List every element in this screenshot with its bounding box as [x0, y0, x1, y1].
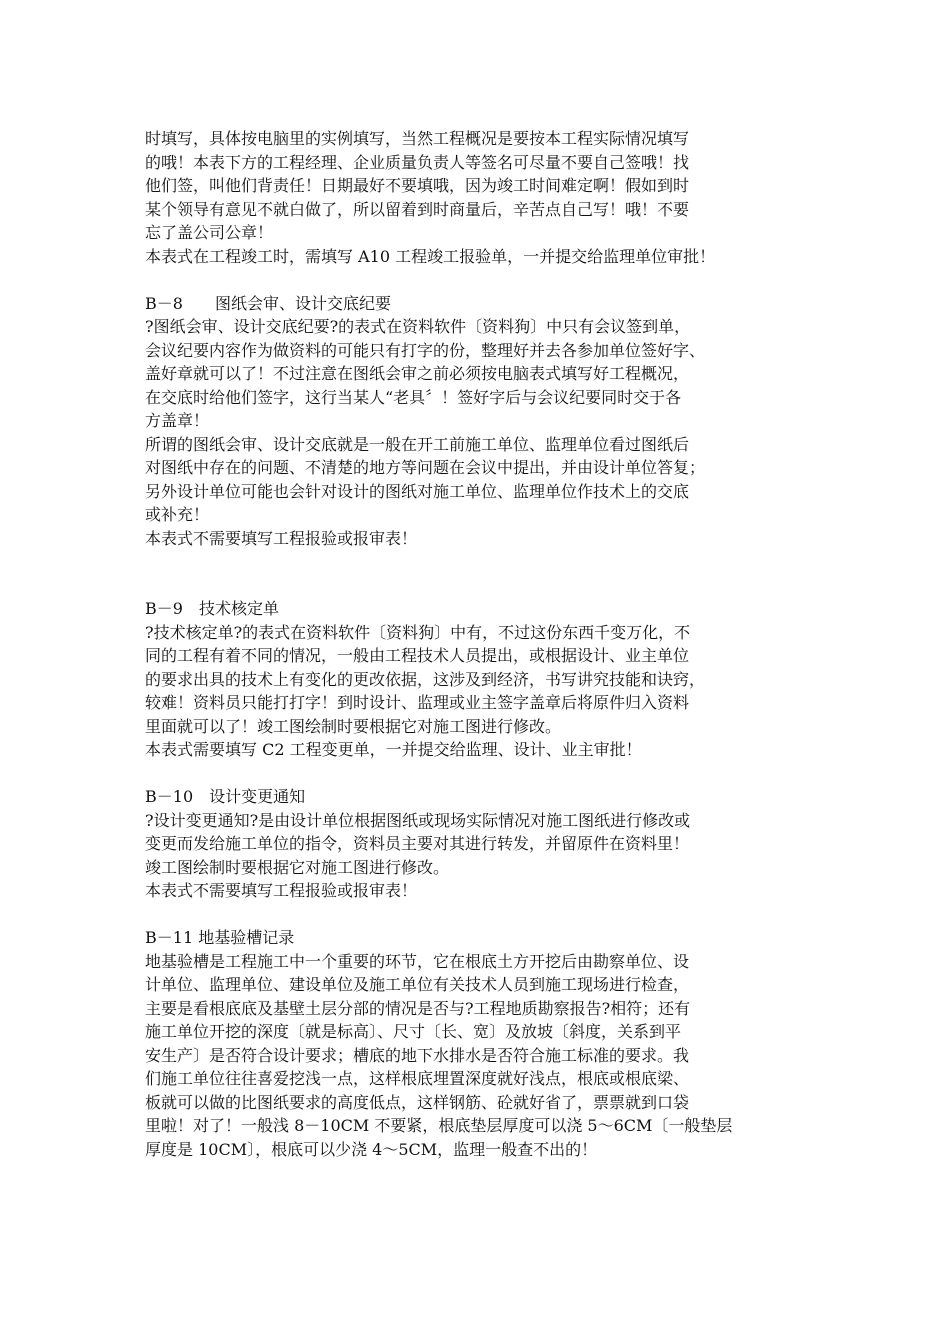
- section-b9: [145, 597, 815, 762]
- section-b11-line-9: 厚度是 10CM〕，根底可以少浇 4～5CM，监理一般查不出的！: [145, 1139, 598, 1159]
- section-b11-line-7: 板就可以做的比图纸要求的高度低点，这样钢筋、砼就好省了，票票就到口袋: [145, 1092, 690, 1112]
- intro-line-4: 某个领导有意见不就白做了，所以留着到时商量后，辛苦点自己写！哦！不要: [145, 199, 690, 219]
- section-b11-line-6: 们施工单位往往喜爱挖浅一点，这样根底埋置深度就好浅点，根底或根底梁、: [145, 1069, 690, 1088]
- section-b9-line-6: 本表式需要填写 C2 工程变更单，一并提交给监理、设计、业主审批！: [145, 740, 642, 759]
- section-b10-line-3: 竣工图绘制时要根据它对施工图进行修改。: [145, 857, 450, 877]
- section-b8-line-10: 本表式不需要填写工程报验或报审表！: [145, 528, 418, 548]
- spacer: [145, 550, 815, 597]
- section-b9-line-2: 同的工程有着不同的情况，一般由工程技术人员提出，或根据设计、业主单位: [145, 646, 690, 665]
- section-b11-heading: B－11 地基验槽记录: [145, 928, 295, 947]
- section-b11-line-8: 里啦！对了！一般浅 8－10CM 不要紧，根底垫层厚度可以浇 5～6CM〔一般垫层: [145, 1116, 733, 1135]
- section-b10-line-1: ?设计变更通知?是由设计单位根据图纸或现场实际情况对施工图纸进行修改或: [145, 810, 691, 830]
- intro-line-6: 本表式在工程竣工时，需填写 A10 工程竣工报验单，一并提交给监理单位审批！: [145, 246, 716, 266]
- section-b8-line-5: 方盖章！: [145, 411, 210, 430]
- section-b11-line-1: 地基验槽是工程施工中一个重要的环节，它在根底土方开挖后由勘察单位、设: [145, 951, 690, 971]
- section-b8-line-4: 在交底时给他们签字，这行当某人“老具〞！签好字后与会议纪要同时交于各: [145, 387, 682, 407]
- section-b9-heading: B－9 技术核定单: [145, 599, 279, 618]
- section-b8-line-2: 会议纪要内容作为做资料的可能只有打字的份，整理好并去各参加单位签好字、: [145, 340, 706, 360]
- section-b10-line-2: 变更而发给施工单位的指令，资料员主要对其进行转发，并留原件在资料里！: [145, 834, 690, 853]
- intro-line-2: 的哦！本表下方的工程经理、企业质量负责人等签名可尽量不要自己签哦！找: [145, 152, 690, 172]
- section-b8-line-9: 或补充！: [145, 505, 210, 524]
- section-b8-line-8: 另外设计单位可能也会针对设计的图纸对施工单位、监理单位作技术上的交底: [145, 481, 690, 501]
- intro-line-1: 时填写，具体按电脑里的实例填写，当然工程概况是要按本工程实际情况填写: [145, 129, 690, 148]
- section-b11-line-5: 安生产〕是否符合设计要求；槽底的地下水排水是否符合施工标准的要求。我: [145, 1045, 690, 1065]
- spacer: [145, 903, 815, 927]
- section-b8-heading: B－8 图纸会审、设计交底纪要: [145, 293, 391, 313]
- section-b8: [145, 292, 815, 551]
- section-b11-line-3: 主要是看根底底及基壁土层分部的情况是否与?工程地质勘察报告?相符；还有: [145, 998, 691, 1018]
- intro-line-5: 忘了盖公司公章！: [145, 223, 274, 242]
- section-b9-line-4: 较难！资料员只能打打字！到时设计、监理或业主签字盖章后将原件归入资料: [145, 693, 690, 712]
- section-b11-line-2: 计单位、监理单位、建设单位及施工单位有关技术人员到施工现场进行检查，: [145, 975, 690, 994]
- intro-section: [145, 127, 815, 268]
- section-b8-line-7: 对图纸中存在的问题、不清楚的地方等问题在会议中提出，并由设计单位答复；: [145, 458, 706, 477]
- section-b11-line-4: 施工单位开挖的深度〔就是标高〕、尺寸〔长、宽〕及放坡〔斜度，关系到平: [145, 1022, 682, 1041]
- section-b8-line-3: 盖好章就可以了！不过注意在图纸会审之前必须按电脑表式填写好工程概况，: [145, 364, 690, 383]
- section-b10-line-4: 本表式不需要填写工程报验或报审表！: [145, 881, 418, 900]
- section-b9-line-1: ?技术核定单?的表式在资料软件〔资料狗〕中有，不过这份东西千变万化，不: [145, 622, 691, 642]
- section-b10-heading: B－10 设计变更通知: [145, 787, 306, 806]
- section-b11: [145, 926, 815, 1161]
- section-b8-line-6: 所谓的图纸会审、设计交底就是一般在开工前施工单位、监理单位看过图纸后: [145, 434, 690, 454]
- section-b9-line-5: 里面就可以了！竣工图绘制时要根据它对施工图进行修改。: [145, 716, 562, 736]
- intro-line-3: 他们签，叫他们背责任！日期最好不要填哦，因为竣工时间难定啊！假如到时: [145, 176, 690, 195]
- spacer: [145, 762, 815, 786]
- spacer: [145, 268, 815, 292]
- section-b9-line-3: 的要求出具的技术上有变化的更改依据，这涉及到经济，书写讲究技能和诀窍，: [145, 669, 706, 689]
- section-b8-line-1: ?图纸会审、设计交底纪要?的表式在资料软件〔资料狗〕中只有会议签到单，: [145, 317, 691, 336]
- section-b10: [145, 785, 815, 903]
- document-page: [145, 127, 815, 1161]
